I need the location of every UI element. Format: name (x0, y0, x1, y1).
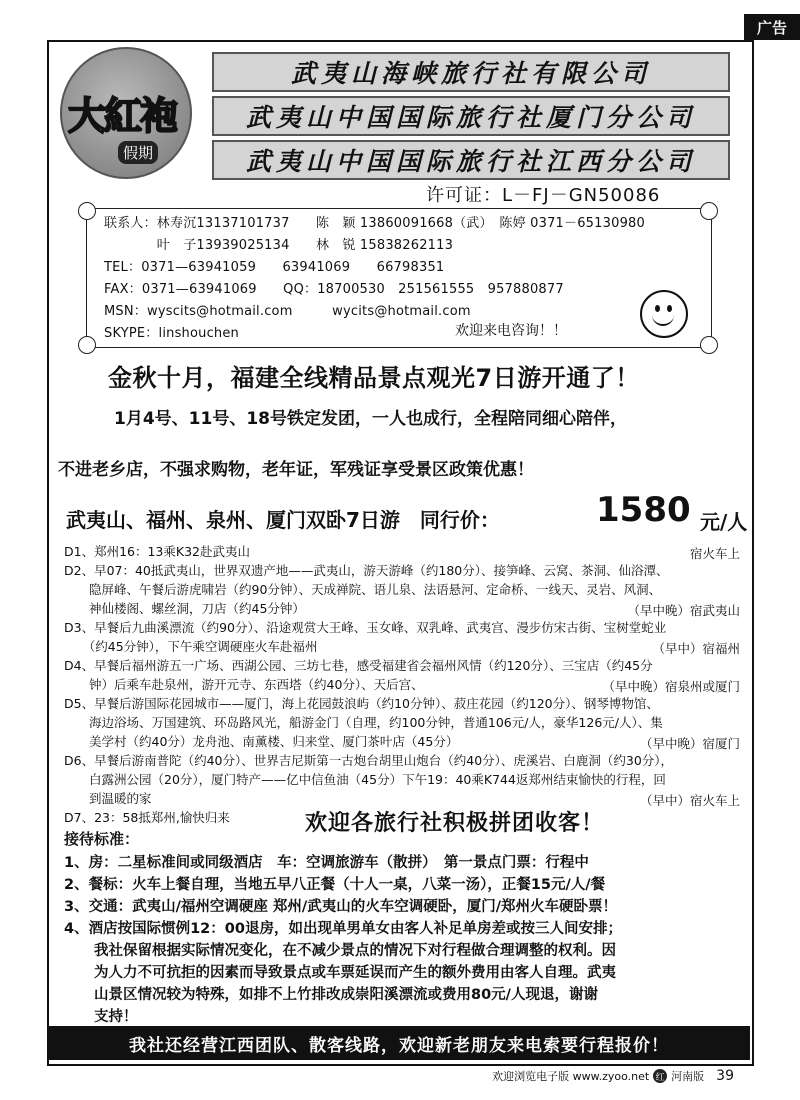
itinerary-line: 美学村（约40分）龙舟池、南薰楼、归来堂、厦门茶叶店（45分） (64, 734, 459, 749)
license-number: 许可证：L－FJ－GN50086 (426, 185, 661, 206)
company-name-2: 武夷山中国国际旅行社厦门分公司 (212, 96, 730, 136)
itinerary-line: D2、早07：40抵武夷山，世界双遗产地——武夷山，游天游峰（约180分）、接笋峰、云窝、茶洞、仙浴潭、 (64, 563, 669, 578)
footer-site-text: 欢迎浏览电子版 www.zyoo.net (492, 1070, 650, 1083)
logo-sub-text: 假期 (118, 141, 158, 164)
promo-line-2: 不进老乡店，不强求购物，老年证，军残证享受景区政策优惠！ (58, 460, 534, 480)
standard-item: 为人力不可抗拒的因素而导致景点或车票延误而产生的额外费用由客人自理。武夷 (94, 965, 616, 981)
standard-item: 支持！ (94, 1009, 138, 1025)
scroll-curl (78, 202, 96, 220)
itinerary-lodging: （早中）宿福州 (652, 641, 740, 656)
contact-tel: TEL：0371—63941059 63941069 66798351 (104, 260, 445, 275)
itinerary-line: D4、早餐后福州游五一广场、西湖公园、三坊七巷，感受福建省会福州风情（约120分）、三宝店（约45分 (64, 658, 653, 673)
consult-welcome: 欢迎来电咨询！！ (455, 323, 567, 339)
standard-item: 2、餐标：火车上餐自理，当地五早八正餐（十人一桌，八菜一汤），正餐15元/人/餐 (64, 877, 606, 893)
brand-logo (60, 47, 192, 179)
footer-badge-icon: 红 (653, 1069, 667, 1083)
ad-label: 广告 (744, 14, 800, 40)
scroll-curl (78, 336, 96, 354)
itinerary-line: D1、郑州16：13乘K32赴武夷山 (64, 544, 250, 559)
itinerary-line: 隐屏峰、午餐后游虎啸岩（约90分钟）、天成禅院、语儿泉、法语悬河、定命桥、一线天、灵岩、风洞、 (64, 582, 662, 597)
itinerary-lodging: 宿火车上 (689, 546, 740, 561)
price-unit: 元/人 (700, 510, 748, 534)
promo-line-1: 1月4号、11号、18号铁定发团，一人也成行，全程陪同细心陪伴， (114, 409, 627, 429)
company-name-1: 武夷山海峡旅行社有限公司 (212, 52, 730, 92)
standard-item: 山景区情况较为特殊，如排不上竹排改成崇阳溪漂流或费用80元/人现退，谢谢 (94, 987, 598, 1003)
page-footer (492, 1068, 734, 1084)
page-number: 39 (716, 1068, 734, 1084)
footer-edition: 河南版 (671, 1070, 705, 1083)
itinerary-line: D5、早餐后游国际花园城市——厦门，海上花园鼓浪屿（约10分钟）、菽庄花园（约120分）、钢琴博物馆、 (64, 696, 659, 711)
itinerary-line: D7、23：58抵郑州,愉快归来 (64, 810, 230, 825)
smiley-icon (640, 290, 688, 338)
standards-title: 接待标准： (64, 830, 140, 848)
standard-item: 1、房：二星标准间或同级酒店 车：空调旅游车（散拼） 第一景点门票：行程中 (64, 855, 589, 871)
agency-welcome: 欢迎各旅行社积极拼团收客！ (305, 811, 605, 836)
contact-skype: SKYPE：linshouchen (104, 326, 239, 341)
route-title: 武夷山、福州、泉州、厦门双卧7日游 同行价： (66, 508, 500, 532)
headline: 金秋十月，福建全线精品景点观光7日游开通了！ (108, 364, 640, 392)
itinerary-lodging: （早中晚）宿厦门 (639, 736, 740, 751)
itinerary-line: 神仙楼阁、螺丝洞，刀店（约45分钟） (64, 601, 305, 616)
scroll-curl (700, 202, 718, 220)
itinerary-lodging: （早中晚）宿泉州或厦门 (602, 679, 740, 694)
company-name-3: 武夷山中国国际旅行社江西分公司 (212, 140, 730, 180)
price-value: 1580 (596, 490, 691, 530)
itinerary-line: D6、早餐后游南普陀（约40分）、世界吉尼斯第一古炮台胡里山炮台（约40分）、虎溪岩、白鹿洞（约30分）， (64, 753, 674, 768)
contact-persons: 联系人：林寿沉13137101737 陈 颖 13860091668（武） 陈婷 0371－65130980 (104, 216, 645, 231)
standard-item: 4、酒店按国际惯例12：00退房，如出现单男单女由客人补足单房差或按三人间安排； (64, 921, 622, 937)
contact-fax-qq: FAX：0371—63941069 QQ：18700530 251561555 957880877 (104, 282, 564, 297)
itinerary-lodging: （早中）宿火车上 (639, 793, 740, 808)
itinerary-lodging: （早中晚）宿武夷山 (627, 603, 740, 618)
bottom-banner: 我社还经营江西团队、散客线路，欢迎新老朋友来电索要行程报价！ (48, 1026, 750, 1060)
itinerary-line: 海边浴场、万国建筑、环岛路风光，船游金门（自理，约100分钟，普通106元/人，豪华126元/人）、集 (64, 715, 663, 730)
itinerary-line: D3、早餐后九曲溪漂流（约90分）、沿途观赏大王峰、玉女峰、双乳峰、武夷宫、漫步仿宋古街、宝树堂蛇业 (64, 620, 667, 635)
standard-item: 3、交通：武夷山/福州空调硬座 郑州/武夷山的火车空调硬卧，厦门/郑州火车硬卧票！ (64, 899, 618, 915)
logo-main-text: 大紅袍 (68, 93, 177, 138)
contact-persons-2: 叶 子13939025134 林 锐 15838262113 (104, 238, 454, 253)
itinerary-line: （约45分钟），下午乘空调硬座火车赴福州 (64, 639, 318, 654)
scroll-curl (700, 336, 718, 354)
itinerary-line: 白露洲公园（20分），厦门特产——亿中信鱼油（45分）下午19：40乘K744返郑州结束愉快的行程，回 (64, 772, 666, 787)
contact-msn: MSN：wyscits@hotmail.com wycits@hotmail.com (104, 304, 471, 319)
standard-item: 我社保留根据实际情况变化，在不减少景点的情况下对行程做合理调整的权利。因 (94, 943, 616, 959)
itinerary-line: 到温暖的家 (64, 791, 152, 806)
itinerary-line: 钟）后乘车赴泉州，游开元寺、东西塔（约40分）、天后宫、 (64, 677, 424, 692)
